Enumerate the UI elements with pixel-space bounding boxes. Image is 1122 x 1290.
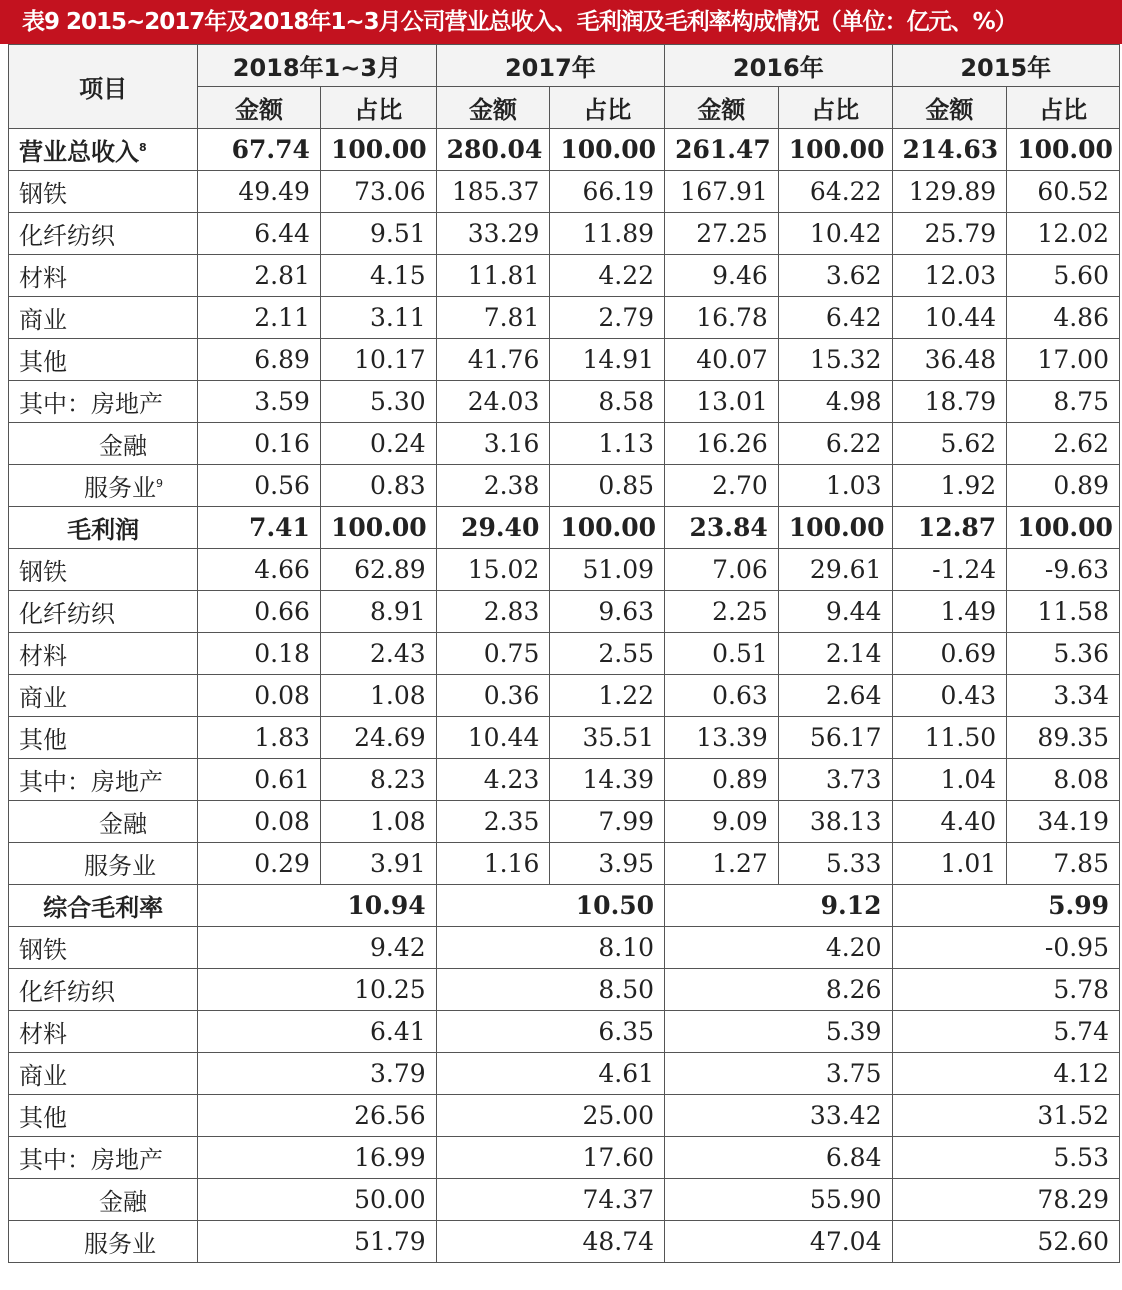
row-label [9,549,198,591]
value-cell: 3.62 [778,255,892,297]
value-cell: 2.14 [778,633,892,675]
value-cell: 4.86 [1007,297,1120,339]
value-cell: 100.00 [320,507,436,549]
value-cell: 10.94 [198,885,436,927]
value-cell: 5.53 [892,1137,1120,1179]
value-cell: 89.35 [1007,717,1120,759]
value-cell: 5.74 [892,1011,1120,1053]
value-cell: 4.98 [778,381,892,423]
row-label-text: 钢铁 [19,558,67,586]
row-label-text: 服务业 [84,474,156,502]
value-cell: 47.04 [665,1221,892,1263]
row-label-text: 商业 [19,684,67,712]
revenue-row [9,171,1120,213]
value-cell: 3.73 [778,759,892,801]
value-cell: 16.99 [198,1137,436,1179]
header-period: 2017年 [436,45,664,87]
value-cell: 10.44 [436,717,550,759]
row-label-text: 材料 [19,642,67,670]
revenue-row [9,423,1120,465]
value-cell: 185.37 [436,171,550,213]
gross-profit-row [9,675,1120,717]
value-cell: 4.12 [892,1053,1120,1095]
margin-row [9,1011,1120,1053]
gross-profit-row [9,549,1120,591]
revenue-row [9,255,1120,297]
value-cell: 1.49 [892,591,1007,633]
value-cell: 1.08 [320,675,436,717]
value-cell: 0.36 [436,675,550,717]
value-cell: 13.01 [665,381,779,423]
value-cell: 1.03 [778,465,892,507]
value-cell: 7.41 [198,507,321,549]
value-cell: 3.59 [198,381,321,423]
header-share: 占比 [778,87,892,129]
margin-row [9,1095,1120,1137]
footnote-marker: 8 [139,141,147,154]
value-cell: 14.39 [550,759,665,801]
value-cell: 12.87 [892,507,1007,549]
value-cell: 4.22 [550,255,665,297]
gross-profit-row [9,717,1120,759]
value-cell: 40.07 [665,339,779,381]
value-cell: 64.22 [778,171,892,213]
value-cell: 35.51 [550,717,665,759]
value-cell: 10.25 [198,969,436,1011]
row-label [9,885,198,927]
value-cell: 49.49 [198,171,321,213]
value-cell: 261.47 [665,129,779,171]
value-cell: 0.43 [892,675,1007,717]
value-cell: 2.64 [778,675,892,717]
row-label-text: 商业 [19,306,67,334]
value-cell: 1.08 [320,801,436,843]
value-cell: 11.50 [892,717,1007,759]
value-cell: 8.10 [436,927,664,969]
header-share: 占比 [320,87,436,129]
value-cell: 4.23 [436,759,550,801]
row-label-text: 商业 [19,1062,67,1090]
value-cell: 0.75 [436,633,550,675]
value-cell: 2.35 [436,801,550,843]
value-cell: 7.81 [436,297,550,339]
value-cell: 5.39 [665,1011,892,1053]
value-cell: 13.39 [665,717,779,759]
value-cell: 15.02 [436,549,550,591]
value-cell: 6.35 [436,1011,664,1053]
row-label [9,717,198,759]
row-label [9,465,198,507]
row-label [9,423,198,465]
value-cell: 34.19 [1007,801,1120,843]
value-cell: 6.42 [778,297,892,339]
value-cell: 8.08 [1007,759,1120,801]
value-cell: 8.91 [320,591,436,633]
row-label [9,297,198,339]
row-label-text: 化纤纺织 [19,600,115,628]
row-label-text: 其中：房地产 [19,768,163,796]
gross-profit-row [9,633,1120,675]
row-label-text: 综合毛利率 [43,894,164,922]
value-cell: 16.78 [665,297,779,339]
margin-row [9,927,1120,969]
value-cell: 7.85 [1007,843,1120,885]
revenue-row [9,129,1120,171]
row-label-text: 营业总收入 [19,138,139,166]
value-cell: 33.42 [665,1095,892,1137]
value-cell: 5.78 [892,969,1120,1011]
value-cell: 56.17 [778,717,892,759]
row-label [9,171,198,213]
value-cell: 3.16 [436,423,550,465]
table-title: 表9 2015~2017年及2018年1~3月公司营业总收入、毛利润及毛利率构成情况（单位：亿元、%） [0,0,1122,44]
value-cell: 0.89 [1007,465,1120,507]
row-label-text: 钢铁 [19,936,67,964]
value-cell: 100.00 [320,129,436,171]
margin-row [9,1137,1120,1179]
header-period: 2016年 [665,45,892,87]
value-cell: 5.36 [1007,633,1120,675]
value-cell: 9.44 [778,591,892,633]
value-cell: 66.19 [550,171,665,213]
value-cell: 167.91 [665,171,779,213]
value-cell: 0.18 [198,633,321,675]
value-cell: 10.50 [436,885,664,927]
value-cell: 4.40 [892,801,1007,843]
value-cell: 2.43 [320,633,436,675]
value-cell: 1.01 [892,843,1007,885]
row-label [9,129,198,171]
row-label [9,339,198,381]
value-cell: 4.20 [665,927,892,969]
value-cell: 2.11 [198,297,321,339]
value-cell: 10.17 [320,339,436,381]
row-label-text: 金融 [99,810,147,838]
row-label [9,843,198,885]
value-cell: 0.66 [198,591,321,633]
value-cell: 51.79 [198,1221,436,1263]
value-cell: 24.69 [320,717,436,759]
value-cell: 1.92 [892,465,1007,507]
value-cell: 9.46 [665,255,779,297]
value-cell: 0.56 [198,465,321,507]
row-label-text: 其他 [19,1104,67,1132]
value-cell: 100.00 [778,507,892,549]
value-cell: 17.60 [436,1137,664,1179]
value-cell: 8.26 [665,969,892,1011]
value-cell: 16.26 [665,423,779,465]
value-cell: 50.00 [198,1179,436,1221]
header-amount: 金额 [665,87,779,129]
value-cell: 2.38 [436,465,550,507]
value-cell: 3.79 [198,1053,436,1095]
row-label [9,675,198,717]
row-label [9,969,198,1011]
value-cell: 17.00 [1007,339,1120,381]
row-label [9,591,198,633]
value-cell: 26.56 [198,1095,436,1137]
value-cell: 8.50 [436,969,664,1011]
gross-profit-row [9,843,1120,885]
value-cell: 0.61 [198,759,321,801]
value-cell: 0.85 [550,465,665,507]
header-amount: 金额 [198,87,321,129]
row-label-text: 材料 [19,1020,67,1048]
value-cell: 33.29 [436,213,550,255]
value-cell: 4.15 [320,255,436,297]
value-cell: 100.00 [778,129,892,171]
row-label [9,1053,198,1095]
value-cell: 0.51 [665,633,779,675]
header-share: 占比 [550,87,665,129]
row-label-text: 材料 [19,264,67,292]
value-cell: 3.95 [550,843,665,885]
header-amount: 金额 [892,87,1007,129]
row-label [9,801,198,843]
value-cell: 12.02 [1007,213,1120,255]
value-cell: 1.27 [665,843,779,885]
value-cell: 25.00 [436,1095,664,1137]
value-cell: 2.25 [665,591,779,633]
margin-row [9,885,1120,927]
value-cell: 0.69 [892,633,1007,675]
value-cell: 0.29 [198,843,321,885]
value-cell: 6.44 [198,213,321,255]
row-label [9,1011,198,1053]
value-cell: 8.75 [1007,381,1120,423]
value-cell: 2.79 [550,297,665,339]
value-cell: 1.13 [550,423,665,465]
margin-row [9,969,1120,1011]
value-cell: 6.89 [198,339,321,381]
value-cell: 9.42 [198,927,436,969]
value-cell: 280.04 [436,129,550,171]
value-cell: 31.52 [892,1095,1120,1137]
row-label [9,213,198,255]
value-cell: 2.81 [198,255,321,297]
row-label [9,381,198,423]
row-label [9,1221,198,1263]
table-body [9,129,1120,1263]
value-cell: 0.08 [198,675,321,717]
value-cell: 6.22 [778,423,892,465]
value-cell: 100.00 [550,507,665,549]
value-cell: 5.99 [892,885,1120,927]
value-cell: 7.06 [665,549,779,591]
value-cell: 29.61 [778,549,892,591]
value-cell: 129.89 [892,171,1007,213]
row-label-text: 服务业 [84,1230,156,1258]
value-cell: 11.81 [436,255,550,297]
revenue-row [9,339,1120,381]
value-cell: 73.06 [320,171,436,213]
value-cell: 5.62 [892,423,1007,465]
value-cell: 2.83 [436,591,550,633]
value-cell: 10.42 [778,213,892,255]
value-cell: 7.99 [550,801,665,843]
row-label-text: 其他 [19,726,67,754]
value-cell: 48.74 [436,1221,664,1263]
header-row-periods [9,45,1120,87]
value-cell: 27.25 [665,213,779,255]
value-cell: 100.00 [550,129,665,171]
value-cell: 18.79 [892,381,1007,423]
value-cell: 25.79 [892,213,1007,255]
margin-row [9,1179,1120,1221]
value-cell: 12.03 [892,255,1007,297]
value-cell: 8.58 [550,381,665,423]
value-cell: 24.03 [436,381,550,423]
value-cell: 11.89 [550,213,665,255]
value-cell: 0.89 [665,759,779,801]
value-cell: 1.22 [550,675,665,717]
value-cell: 60.52 [1007,171,1120,213]
financial-table [8,44,1120,1263]
value-cell: 41.76 [436,339,550,381]
value-cell: 2.62 [1007,423,1120,465]
value-cell: -9.63 [1007,549,1120,591]
value-cell: 9.63 [550,591,665,633]
value-cell: 9.09 [665,801,779,843]
value-cell: 74.37 [436,1179,664,1221]
value-cell: 5.60 [1007,255,1120,297]
header-share: 占比 [1007,87,1120,129]
row-label [9,1179,198,1221]
value-cell: 4.61 [436,1053,664,1095]
row-label-text: 化纤纺织 [19,222,115,250]
value-cell: 6.41 [198,1011,436,1053]
gross-profit-row [9,759,1120,801]
value-cell: 0.83 [320,465,436,507]
value-cell: 0.16 [198,423,321,465]
value-cell: 1.16 [436,843,550,885]
row-label [9,759,198,801]
value-cell: 62.89 [320,549,436,591]
row-label-text: 其中：房地产 [19,1146,163,1174]
row-label [9,255,198,297]
row-label [9,633,198,675]
value-cell: 2.55 [550,633,665,675]
row-label-text: 毛利润 [67,516,140,544]
value-cell: 3.11 [320,297,436,339]
header-period: 2015年 [892,45,1120,87]
value-cell: 5.33 [778,843,892,885]
header-amount: 金额 [436,87,550,129]
revenue-row [9,381,1120,423]
value-cell: 3.91 [320,843,436,885]
value-cell: 3.34 [1007,675,1120,717]
row-label-text: 金融 [99,432,147,460]
value-cell: 29.40 [436,507,550,549]
value-cell: 52.60 [892,1221,1120,1263]
header-item: 项目 [9,45,198,129]
value-cell: 51.09 [550,549,665,591]
value-cell: 10.44 [892,297,1007,339]
value-cell: 100.00 [1007,129,1120,171]
value-cell: 8.23 [320,759,436,801]
value-cell: 100.00 [1007,507,1120,549]
row-label-text: 化纤纺织 [19,978,115,1006]
value-cell: 0.08 [198,801,321,843]
row-label [9,1095,198,1137]
row-label-text: 服务业 [84,852,156,880]
value-cell: -0.95 [892,927,1120,969]
value-cell: 214.63 [892,129,1007,171]
margin-row [9,1221,1120,1263]
revenue-row [9,297,1120,339]
value-cell: 23.84 [665,507,779,549]
value-cell: 15.32 [778,339,892,381]
row-label [9,1137,198,1179]
value-cell: 0.24 [320,423,436,465]
value-cell: 67.74 [198,129,321,171]
value-cell: 36.48 [892,339,1007,381]
row-label [9,927,198,969]
value-cell: 14.91 [550,339,665,381]
value-cell: 1.83 [198,717,321,759]
gross-profit-row [9,801,1120,843]
value-cell: 3.75 [665,1053,892,1095]
value-cell: 4.66 [198,549,321,591]
row-label-text: 其中：房地产 [19,390,163,418]
value-cell: 9.12 [665,885,892,927]
gross-profit-row [9,591,1120,633]
row-label-text: 其他 [19,348,67,376]
value-cell: 55.90 [665,1179,892,1221]
gross-profit-row [9,507,1120,549]
value-cell: 5.30 [320,381,436,423]
value-cell: -1.24 [892,549,1007,591]
value-cell: 1.04 [892,759,1007,801]
value-cell: 6.84 [665,1137,892,1179]
row-label-text: 钢铁 [19,180,67,208]
value-cell: 38.13 [778,801,892,843]
value-cell: 11.58 [1007,591,1120,633]
revenue-row [9,213,1120,255]
row-label-text: 金融 [99,1188,147,1216]
row-label [9,507,198,549]
revenue-row [9,465,1120,507]
value-cell: 78.29 [892,1179,1120,1221]
value-cell: 0.63 [665,675,779,717]
footnote-marker: 9 [156,477,163,490]
header-period: 2018年1~3月 [198,45,436,87]
value-cell: 9.51 [320,213,436,255]
margin-row [9,1053,1120,1095]
value-cell: 2.70 [665,465,779,507]
